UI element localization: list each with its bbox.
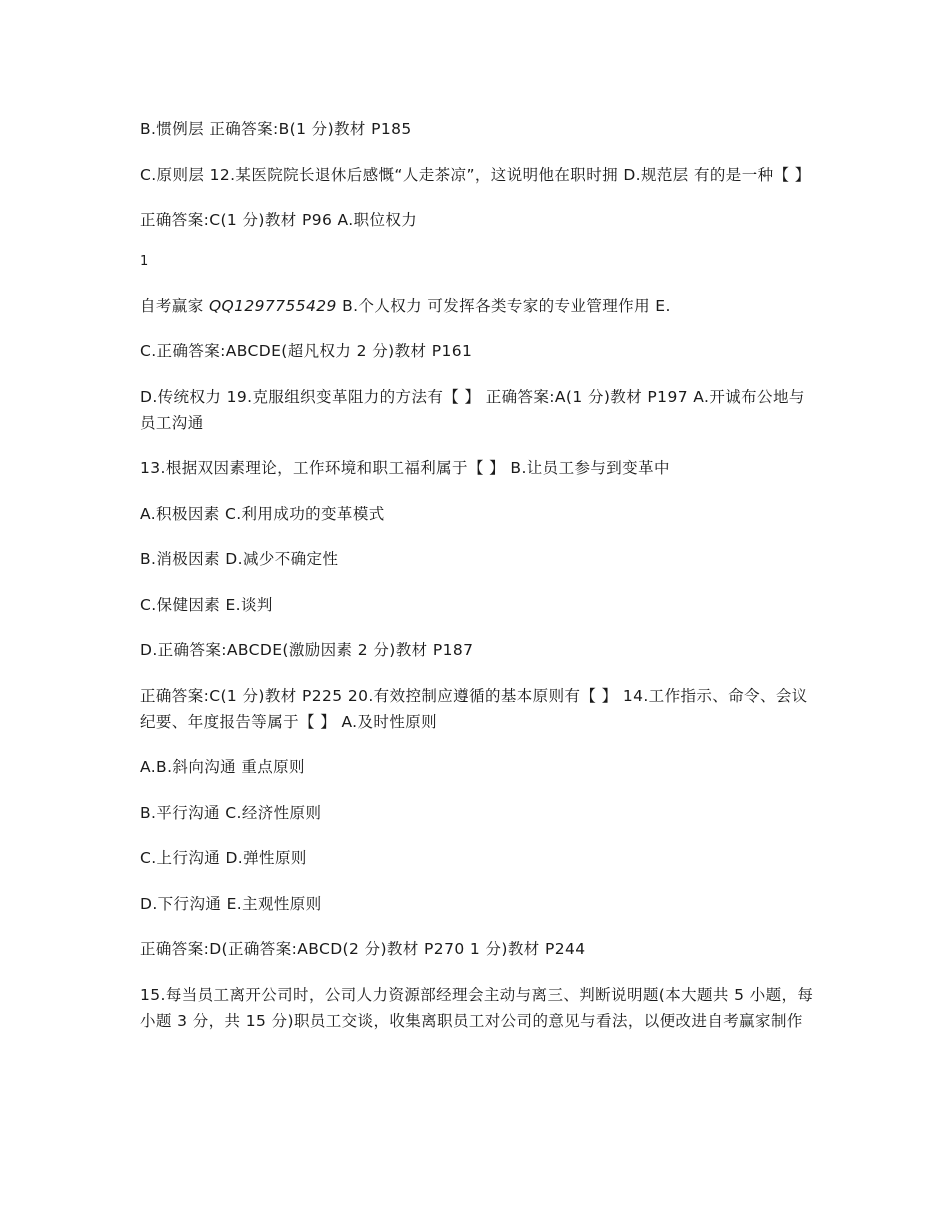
paragraph: 13.根据双因素理论，工作环境和职工福利属于【 】 B.让员工参与到变革中 <box>140 459 670 477</box>
paragraph: B.消极因素 D.减少不确定性 <box>140 550 339 568</box>
paragraph: D.正确答案:ABCDE(激励因素 2 分)教材 P187 <box>140 641 474 659</box>
paragraph: B.平行沟通 C.经济性原则 <box>140 803 322 822</box>
paragraph: C.正确答案:ABCDE(超凡权力 2 分)教材 P161 <box>140 342 473 360</box>
paragraph: C.保健因素 E.谈判 <box>140 595 273 614</box>
brand-rest: B.个人权力 可发挥各类专家的专业管理作用 E. <box>336 296 671 315</box>
paragraph: 正确答案:C(1 分)教材 P225 20.有效控制应遵循的基本原则有【 】 14.工作指示、命令、会议纪要、年度报告等属于【 】 A.及时性原则 <box>140 686 808 731</box>
paragraph: A.B.斜向沟通 重点原则 <box>140 758 305 776</box>
paragraph: A.积极因素 C.利用成功的变革模式 <box>140 504 385 523</box>
paragraph: D.传统权力 19.克服组织变革阻力的方法有【 】 正确答案:A(1 分)教材 P197 A.开诚布公地与员工沟通 <box>140 387 805 432</box>
page-number: 1 <box>140 253 149 269</box>
brand-qq: QQ1297755429 <box>208 296 337 315</box>
paragraph: C.原则层 12.某医院院长退休后感慨“人走茶凉”，这说明他在职时拥 D.规范层 有的是一种【 】 <box>140 165 811 184</box>
paragraph: B.惯例层 正确答案:B(1 分)教材 P185 <box>140 120 412 138</box>
paragraph: D.下行沟通 E.主观性原则 <box>140 894 322 913</box>
paragraph: C.上行沟通 D.弹性原则 <box>140 849 307 867</box>
paragraph: 正确答案:C(1 分)教材 P96 A.职位权力 <box>140 211 418 229</box>
paragraph: 15.每当员工离开公司时，公司人力资源部经理会主动与离三、判断说明题(本大题共 5 小题，每小题 3 分，共 15 分)职员工交谈，收集离职员工对公司的意见与看法，以便改进自考赢家制作 <box>140 985 814 1030</box>
brand-line <box>140 293 820 319</box>
brand-prefix: 自考赢家 <box>140 296 209 315</box>
document-page <box>140 116 820 1053</box>
paragraph: 正确答案:D(正确答案:ABCD(2 分)教材 P270 1 分)教材 P244 <box>140 940 586 958</box>
